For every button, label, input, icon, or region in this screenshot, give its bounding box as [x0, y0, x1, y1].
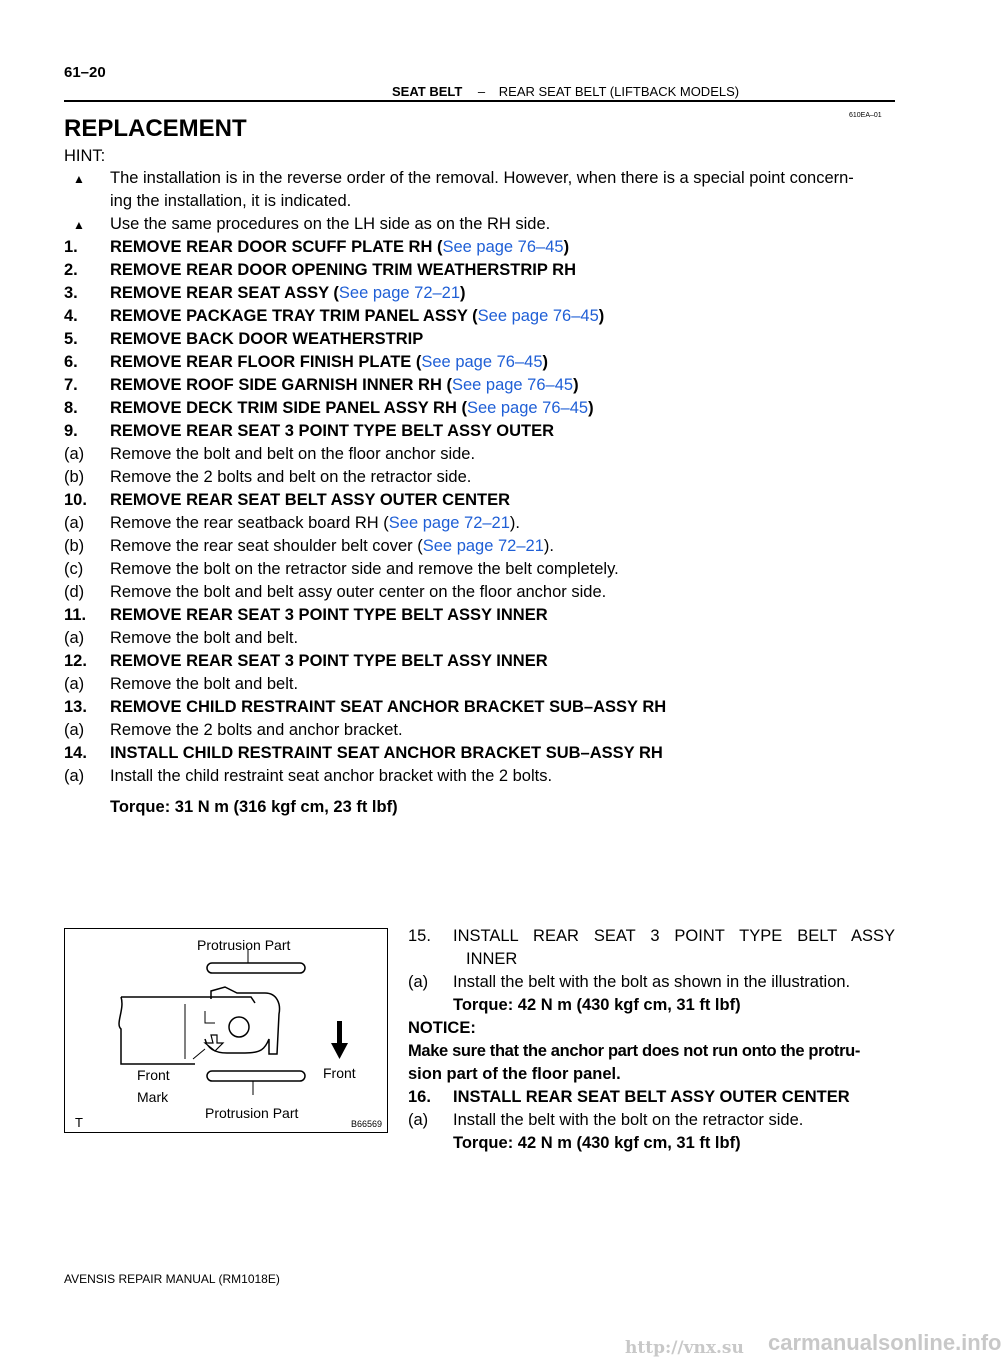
step-number: (a)	[64, 675, 85, 693]
step-text	[110, 282, 466, 304]
step-number: 13.	[64, 698, 87, 716]
step-label: REMOVE REAR SEAT 3 POINT TYPE BELT ASSY OUTER	[110, 422, 555, 440]
hint-item-1-line-1: The installation is in the reverse order of the removal. However, when there is a special point concern-	[110, 169, 854, 187]
section-name: SEAT BELT	[392, 84, 463, 99]
step-text	[110, 696, 666, 718]
step-16a-text: Install the belt with the bolt on the retractor side.	[453, 1111, 804, 1129]
step-16a-torque: Torque: 42 N m (430 kgf cm, 31 ft lbf)	[453, 1134, 741, 1152]
step-text-tail: )	[563, 238, 570, 256]
step-number: 1.	[64, 238, 78, 256]
step-15-line-1: INSTALL REAR SEAT 3 POINT TYPE BELT ASSY	[453, 927, 895, 945]
step-number: (b)	[64, 537, 85, 555]
see-page-link[interactable]: See page 76–45	[477, 307, 599, 325]
top-protrusion-shape	[207, 963, 305, 973]
step-number: 4.	[64, 307, 78, 325]
step-text	[110, 420, 554, 442]
document-id: 610EA–01	[849, 112, 882, 119]
step-text	[110, 305, 604, 327]
step-label: Remove the bolt on the retractor side and remove the belt completely.	[110, 560, 619, 578]
watermark-site: carmanualsonline.info	[768, 1330, 1002, 1355]
footer-manual-title: AVENSIS REPAIR MANUAL (RM1018E)	[64, 1272, 280, 1286]
step-text-tail: )	[598, 307, 605, 325]
step-text-tail: )	[573, 376, 579, 394]
header-rule	[64, 100, 895, 102]
step-number: 9.	[64, 422, 78, 440]
step-text	[110, 259, 576, 281]
front-arrow-shaft	[337, 1021, 342, 1045]
front-mark-arrow-icon	[205, 1035, 223, 1051]
step-text	[110, 236, 569, 258]
step-text	[110, 673, 298, 695]
step-text-tail: )	[542, 353, 548, 371]
see-page-link[interactable]: See page 72–21	[338, 284, 461, 302]
step-label: INSTALL CHILD RESTRAINT SEAT ANCHOR BRACKET SUB–ASSY RH	[110, 744, 663, 762]
step-text-tail: ).	[543, 537, 554, 555]
step-label: REMOVE DECK TRIM SIDE PANEL ASSY RH (	[110, 399, 467, 417]
step-label: Remove the bolt and belt.	[110, 629, 299, 647]
step-label: Remove the bolt and belt.	[110, 675, 299, 693]
step-text	[110, 765, 552, 787]
step-label: REMOVE REAR FLOOR FINISH PLATE (	[110, 353, 422, 371]
torque-step-14: Torque: 31 N m (316 kgf cm, 23 ft lbf)	[110, 798, 398, 816]
step-number: 14.	[64, 744, 87, 762]
see-page-link[interactable]: See page 76–45	[442, 238, 564, 256]
subsection-name: REAR SEAT BELT (LIFTBACK MODELS)	[498, 84, 740, 99]
triangle-bullet-icon: ▲	[73, 172, 85, 186]
step-number: 12.	[64, 652, 87, 670]
step-text	[110, 397, 594, 419]
step-text	[110, 535, 554, 557]
step-number: 6.	[64, 353, 78, 371]
front-mark-leader	[193, 1049, 205, 1059]
step-16a-number: (a)	[408, 1111, 429, 1129]
step-text	[110, 604, 548, 626]
step-number: 8.	[64, 399, 78, 417]
label-front-mark-line1: Front	[137, 1067, 170, 1083]
section-heading	[392, 84, 739, 99]
step-16-number: 16.	[408, 1088, 431, 1106]
step-text	[110, 558, 619, 580]
step-label: REMOVE REAR SEAT BELT ASSY OUTER CENTER	[110, 491, 511, 509]
bottom-protrusion-shape	[207, 1071, 305, 1081]
see-page-link[interactable]: See page 72–21	[388, 514, 510, 532]
see-page-link[interactable]: See page 76–45	[451, 376, 574, 394]
anchor-diagram	[65, 929, 389, 1134]
bend-mark-shape	[205, 1011, 215, 1023]
step-number: 5.	[64, 330, 78, 348]
notice-line-1: Make sure that the anchor part does not run onto the protru-	[408, 1042, 861, 1060]
step-text	[110, 466, 471, 488]
section-separator: –	[477, 84, 486, 99]
step-number: 2.	[64, 261, 78, 279]
illustration-figure	[64, 928, 388, 1133]
page-title: REPLACEMENT	[64, 115, 247, 142]
step-label: REMOVE ROOF SIDE GARNISH INNER RH (	[110, 376, 452, 394]
step-number: (a)	[64, 445, 85, 463]
step-label: REMOVE CHILD RESTRAINT SEAT ANCHOR BRACKET SUB–ASSY RH	[110, 698, 667, 716]
step-label: REMOVE BACK DOOR WEATHERSTRIP	[110, 330, 424, 348]
step-15-line-2: INNER	[466, 950, 518, 968]
figure-id: B66569	[351, 1119, 383, 1129]
step-text-tail: ).	[509, 514, 521, 532]
step-text	[110, 328, 423, 350]
step-number: (a)	[64, 721, 85, 739]
step-text	[110, 374, 579, 396]
hint-item-2: Use the same procedures on the LH side as on the RH side.	[110, 215, 551, 233]
step-label: REMOVE PACKAGE TRAY TRIM PANEL ASSY (	[110, 307, 478, 325]
step-text	[110, 650, 548, 672]
label-protrusion-part-bottom: Protrusion Part	[205, 1105, 299, 1121]
floor-panel-shape	[119, 997, 255, 1064]
step-number: (d)	[64, 583, 85, 601]
bolt-hole-shape	[229, 1017, 249, 1037]
hint-label: HINT:	[64, 147, 106, 165]
step-text	[110, 719, 403, 741]
step-15a-number: (a)	[408, 973, 429, 991]
step-label: Remove the 2 bolts and belt on the retractor side.	[110, 468, 472, 486]
step-number: 10.	[64, 491, 87, 509]
step-label: Remove the rear seatback board RH (	[110, 514, 389, 532]
step-text	[110, 581, 606, 603]
step-number: 7.	[64, 376, 78, 394]
step-label: REMOVE REAR DOOR SCUFF PLATE RH (	[110, 238, 443, 256]
step-label: Remove the bolt and belt assy outer center on the floor anchor side.	[110, 583, 607, 601]
step-15-number: 15.	[408, 927, 431, 945]
step-label: Remove the bolt and belt on the floor anchor side.	[110, 445, 476, 463]
step-number: (a)	[64, 767, 85, 785]
front-arrow-icon	[331, 1043, 348, 1059]
notice-line-2: sion part of the floor panel.	[408, 1065, 621, 1083]
step-text-tail: )	[588, 399, 594, 417]
watermark-link[interactable]: http://vnx.su	[625, 1338, 744, 1358]
step-number: (b)	[64, 468, 85, 486]
see-page-link[interactable]: See page 76–45	[466, 399, 589, 417]
step-number: 11.	[64, 606, 87, 624]
triangle-bullet-icon: ▲	[73, 218, 85, 232]
step-15a-text: Install the belt with the bolt as shown in the illustration.	[453, 973, 851, 991]
page-number: 61–20	[64, 64, 106, 81]
step-text	[110, 512, 520, 534]
step-label: REMOVE REAR SEAT ASSY (	[110, 284, 339, 302]
hint-item-1-line-2: ing the installation, it is indicated.	[110, 192, 352, 210]
step-label: Remove the rear seat shoulder belt cover (	[110, 537, 423, 555]
notice-label: NOTICE:	[408, 1019, 476, 1037]
step-label: REMOVE REAR SEAT 3 POINT TYPE BELT ASSY INNER	[110, 652, 548, 670]
step-text	[110, 443, 475, 465]
step-number: (a)	[64, 629, 85, 647]
step-label: REMOVE REAR SEAT 3 POINT TYPE BELT ASSY INNER	[110, 606, 548, 624]
step-text	[110, 742, 663, 764]
step-label: Remove the 2 bolts and anchor bracket.	[110, 721, 403, 739]
step-label: REMOVE REAR DOOR OPENING TRIM WEATHERSTRIP RH	[110, 261, 576, 279]
step-16-text: INSTALL REAR SEAT BELT ASSY OUTER CENTER	[453, 1088, 850, 1106]
step-number: 3.	[64, 284, 78, 302]
step-text	[110, 489, 510, 511]
step-text-tail: )	[460, 284, 466, 302]
label-protrusion-part-top: Protrusion Part	[197, 937, 291, 953]
step-number: (c)	[64, 560, 84, 578]
see-page-link[interactable]: See page 76–45	[421, 353, 543, 371]
label-front-mark-line2: Mark	[137, 1089, 169, 1105]
step-15a-torque: Torque: 42 N m (430 kgf cm, 31 ft lbf)	[453, 996, 741, 1014]
step-text	[110, 627, 298, 649]
see-page-link[interactable]: See page 72–21	[422, 537, 544, 555]
step-text	[110, 351, 548, 373]
step-label: Install the child restraint seat anchor bracket with the 2 bolts.	[110, 767, 553, 785]
label-t: T	[75, 1115, 83, 1130]
label-front: Front	[323, 1065, 356, 1081]
step-number: (a)	[64, 514, 85, 532]
